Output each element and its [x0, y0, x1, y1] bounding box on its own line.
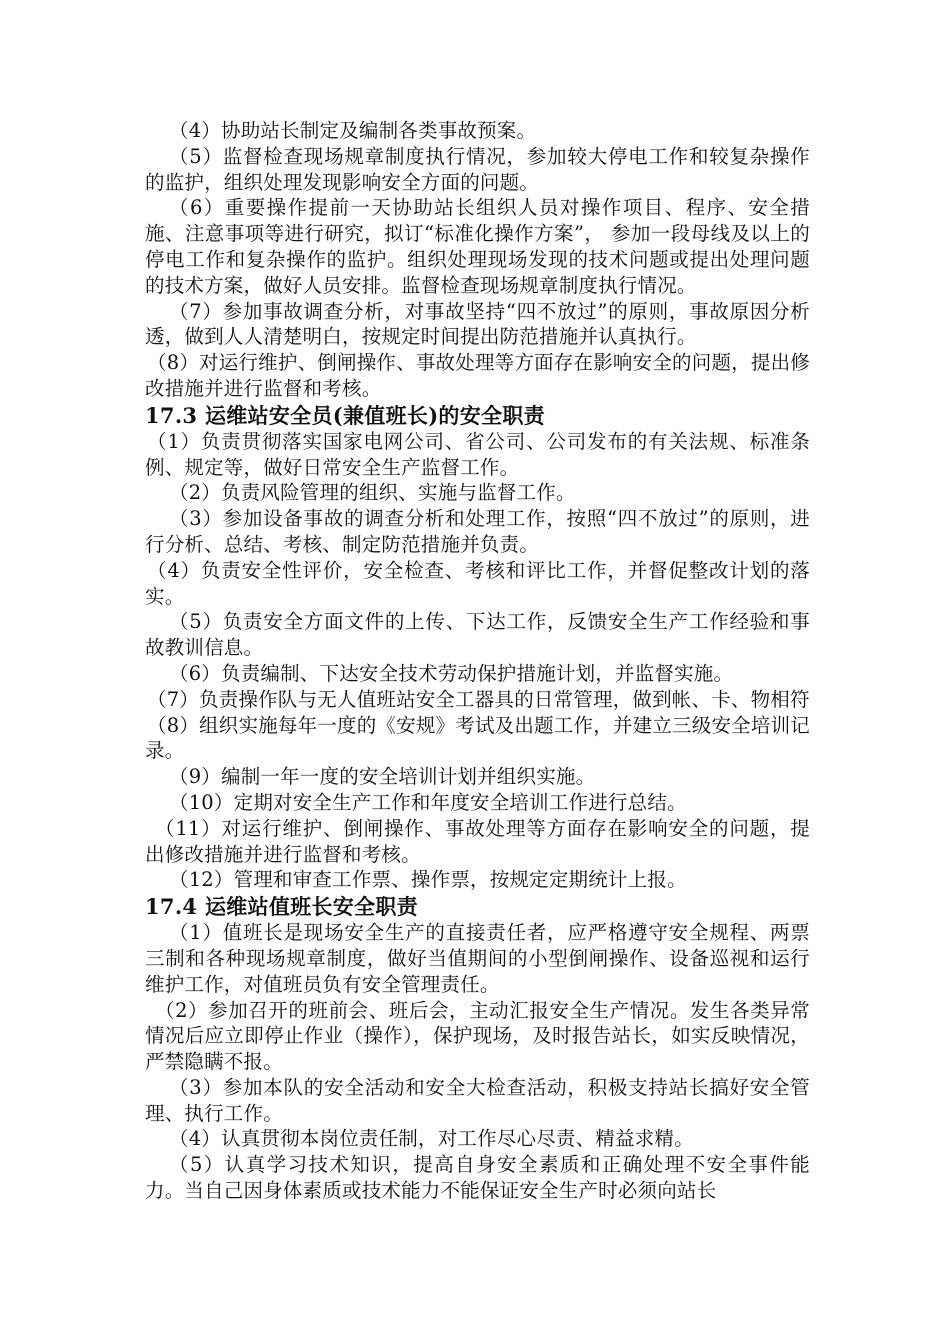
paragraph-17-4-item-3: （3）参加本队的安全活动和安全大检查活动，积极支持站长搞好安全管理、执行工作。	[145, 1075, 810, 1125]
paragraph-17-3-item-12: （12）管理和审查工作票、操作票，按规定定期统计上报。	[169, 868, 687, 892]
paragraph-17-3-item-4: （4）负责安全性评价，安全检查、考核和评比工作，并督促整改计划的落实。	[145, 558, 810, 608]
paragraph-17-3-item-10: （10）定期对安全生产工作和年度安全培训工作进行总结。	[169, 790, 687, 814]
paragraph-17-2-item-7: （7）参加事故调查分析，对事故坚持“四不放过”的原则，事故原因分析透，做到人人清楚明白，按规定时间提出防范措施并认真执行。	[145, 299, 810, 349]
paragraph-17-3-item-3: （3）参加设备事故的调查分析和处理工作，按照“四不放过”的原则，进行分析、总结、考核、制定防范措施并负责。	[145, 507, 810, 556]
document-page	[145, 118, 810, 1204]
paragraph-17-2-item-5: （5）监督检查现场规章制度执行情况，参加较大停电工作和较复杂操作的监护，组织处理发现影响安全方面的问题。	[145, 144, 810, 194]
paragraph-17-4-item-4: （4）认真贯彻本岗位责任制，对工作尽心尽责、精益求精。	[169, 1127, 694, 1151]
paragraph-17-2-item-8: （8）对运行维护、倒闸操作、事故处理等方面存在影响安全的问题，提出修改措施并进行监督和考核。	[145, 351, 810, 400]
paragraph-17-2-item-4: （4）协助站长制定及编制各类事故预案。	[169, 119, 537, 142]
paragraph-17-3-item-8: （8）组织实施每年一度的《安规》考试及出题工作，并建立三级安全培训记录。	[145, 713, 810, 763]
paragraph-17-3-item-2: （2）负责风险管理的组织、实施与监督工作。	[169, 481, 576, 505]
paragraph-17-4-item-5: （5）认真学习技术知识，提高自身安全素质和正确处理不安全事件能力。当自己因身体素质或技术能力不能保证安全生产时必须向站长	[145, 1153, 810, 1203]
paragraph-17-4-item-1: （1）值班长是现场安全生产的直接责任者，应严格遵守安全规程、两票三制和各种现场规章制度，做好当值期间的小型倒闸操作、设备巡视和运行维护工作，对值班员负有安全管理责任。	[145, 921, 810, 996]
paragraph-17-3-item-11: （11）对运行维护、倒闸操作、事故处理等方面存在影响安全的问题，提出修改措施并进行监督和考核。	[145, 816, 810, 866]
paragraph-17-4-item-2: （2）参加召开的班前会、班后会，主动汇报安全生产情况。发生各类异常情况后应立即停止作业（操作），保护现场，及时报告站长，如实反映情况，严禁隐瞒不报。	[145, 998, 810, 1074]
paragraph-17-3-item-6: （6）负责编制、下达安全技术劳动保护措施计划，并监督实施。	[169, 661, 734, 685]
paragraph-17-3-item-9: （9）编制一年一度的安全培训计划并组织实施。	[169, 765, 596, 789]
paragraph-17-3-item-5: （5）负责安全方面文件的上传、下达工作，反馈安全生产工作经验和事故教训信息。	[145, 610, 810, 660]
paragraph-17-3-item-7: （7）负责操作队与无人值班站安全工器具的日常管理，做到帐、卡、物相符	[147, 687, 810, 711]
paragraph-17-2-item-6: （6）重要操作提前一天协助站长组织人员对操作项目、程序、安全措施、注意事项等进行研究，拟订“标准化操作方案”， 参加一段母线及以上的停电工作和复杂操作的监护。组织处理现场发现的技术问题或提出处理问题的技术方案，做好人员安排。监督检查现场规章制度执行情况。	[145, 196, 810, 297]
paragraph-17-3-item-1: （1）负责贯彻落实国家电网公司、省公司、公司发布的有关法规、标准条例、规定等，做好日常安全生产监督工作。	[145, 429, 810, 479]
section-17-3-heading: 17.3 运维站安全员(兼值班长)的安全职责	[145, 402, 545, 428]
section-17-4-heading: 17.4 运维站值班长安全职责	[145, 894, 418, 920]
